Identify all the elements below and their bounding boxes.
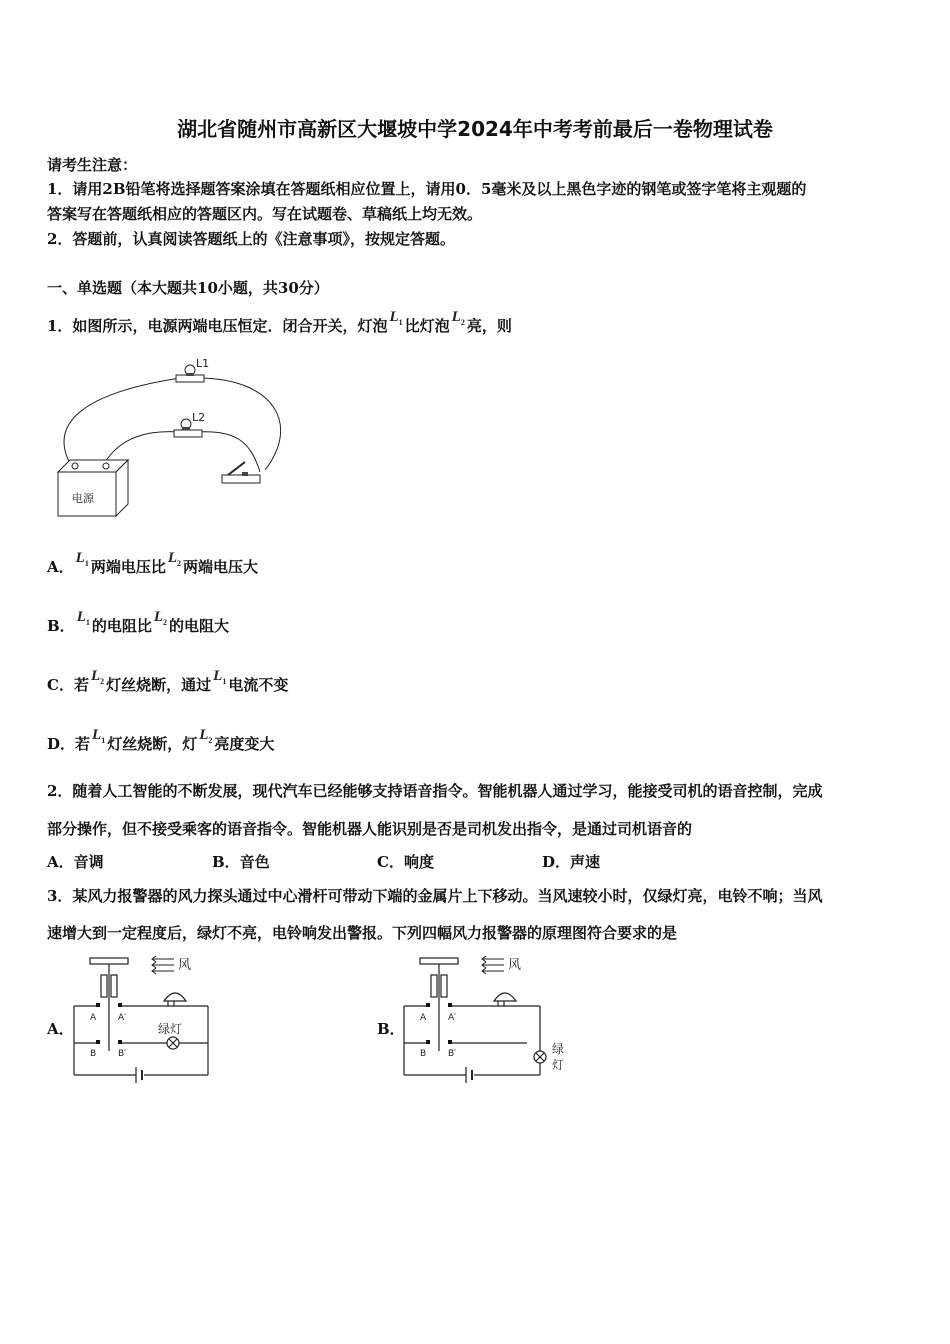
symbol-l2: $L_2$ — [167, 550, 181, 568]
symbol-l1: $L_1$ — [213, 668, 227, 686]
notice-item1-line2: 答案写在答题纸相应的答题区内。写在试题卷、草稿纸上均无效。 — [47, 205, 483, 223]
q3-line1: 3．某风力报警器的风力探头通过中心滑杆可带动下端的金属片上下移动。当风速较小时，仅绿灯亮，电铃不响；当风 — [47, 887, 823, 905]
q3-option-a-label: A． — [47, 1020, 74, 1038]
q2-line1: 2．随着人工智能的不断发展，现代汽车已经能够支持语音指令。智能机器人通过学习，能接受司机的语音控制，完成 — [47, 782, 823, 800]
svg-text:风: 风 — [508, 958, 522, 973]
lamp-l2 — [174, 411, 205, 437]
svg-text:A: A — [420, 1013, 427, 1023]
q2-line2: 部分操作，但不接受乘客的语音指令。智能机器人能识别是否是司机发出指令，是通过司机语音的 — [47, 820, 693, 838]
symbol-l1: $L_1$ — [76, 609, 90, 627]
power-supply — [58, 460, 128, 516]
notice-item1-line1: 1．请用2B铅笔将选择题答案涂填在答题纸相应位置上，请用0．5毫米及以上黑色字迹的钢笔或签字笔将主观题的 — [47, 180, 807, 198]
symbol-l1: $L_1$ — [75, 550, 89, 568]
wire — [195, 432, 260, 472]
symbol-l1: $L_1$ — [389, 309, 403, 327]
svg-text:A′: A′ — [448, 1013, 457, 1023]
lamp-l1 — [176, 357, 209, 382]
q2-option-a: A．音调 — [47, 853, 104, 871]
svg-text:绿: 绿 — [552, 1042, 565, 1056]
notice-heading: 请考生注意： — [47, 156, 138, 174]
q1-stem-b: 比灯泡 — [404, 317, 450, 335]
svg-text:L1: L1 — [196, 357, 210, 370]
q3-option-b-label: B． — [377, 1020, 405, 1038]
symbol-l2: $L_2$ — [199, 727, 213, 745]
q1-circuit-figure — [50, 350, 300, 522]
svg-text:绿灯: 绿灯 — [158, 1022, 183, 1036]
q3-diagram-b — [402, 953, 570, 1083]
wire — [64, 378, 180, 467]
switch — [222, 462, 260, 483]
symbol-l2: $L_2$ — [90, 668, 105, 686]
page-title: 湖北省随州市高新区大堰坡中学2024年中考考前最后一卷物理试卷 — [177, 117, 773, 141]
q1-stem-c: 亮，则 — [466, 317, 512, 335]
q3-line2: 速增大到一定程度后，绿灯不亮，电铃响发出警报。下列四幅风力报警器的原理图符合要求的是 — [47, 924, 678, 942]
svg-text:电源: 电源 — [72, 492, 94, 505]
q1-stem — [47, 309, 512, 337]
svg-text:B′: B′ — [118, 1049, 127, 1059]
symbol-l2: $L_2$ — [153, 609, 168, 627]
q1-stem-a: 1．如图所示，电源两端电压恒定．闭合开关，灯泡 — [47, 317, 388, 335]
svg-text:A′: A′ — [118, 1013, 127, 1023]
symbol-l1: $L_1$ — [92, 727, 106, 745]
q3-diagram-a — [72, 953, 212, 1083]
svg-text:B: B — [420, 1049, 427, 1059]
svg-text:B′: B′ — [448, 1049, 457, 1059]
svg-text:风: 风 — [178, 958, 192, 973]
q1-option-d: D．若 $L_1$ 灯丝烧断，灯 $L_2$ 亮度变大 — [47, 727, 275, 753]
q1-option-b: B． $L_1$ 的电阻比 $L_2$ 的电阻大 — [47, 609, 230, 635]
q2-option-d: D．声速 — [542, 853, 601, 871]
section-heading: 一、单选题（本大题共10小题，共30分） — [47, 279, 329, 297]
svg-text:灯: 灯 — [552, 1058, 565, 1072]
svg-text:A: A — [90, 1013, 97, 1023]
q2-option-b: B．音色 — [212, 853, 270, 871]
svg-text:B: B — [90, 1049, 97, 1059]
notice-item2: 2．答题前，认真阅读答题纸上的《注意事项》，按规定答题。 — [47, 230, 455, 248]
symbol-l2: $L_2$ — [451, 309, 465, 327]
q1-option-a: A． $L_1$ 两端电压比 $L_2$ 两端电压大 — [47, 550, 259, 576]
q1-option-c: C．若 $L_2$ 灯丝烧断，通过 $L_1$ 电流不变 — [47, 668, 289, 694]
q2-option-c: C．响度 — [377, 853, 434, 871]
wire — [202, 378, 281, 470]
svg-text:L2: L2 — [192, 411, 206, 424]
